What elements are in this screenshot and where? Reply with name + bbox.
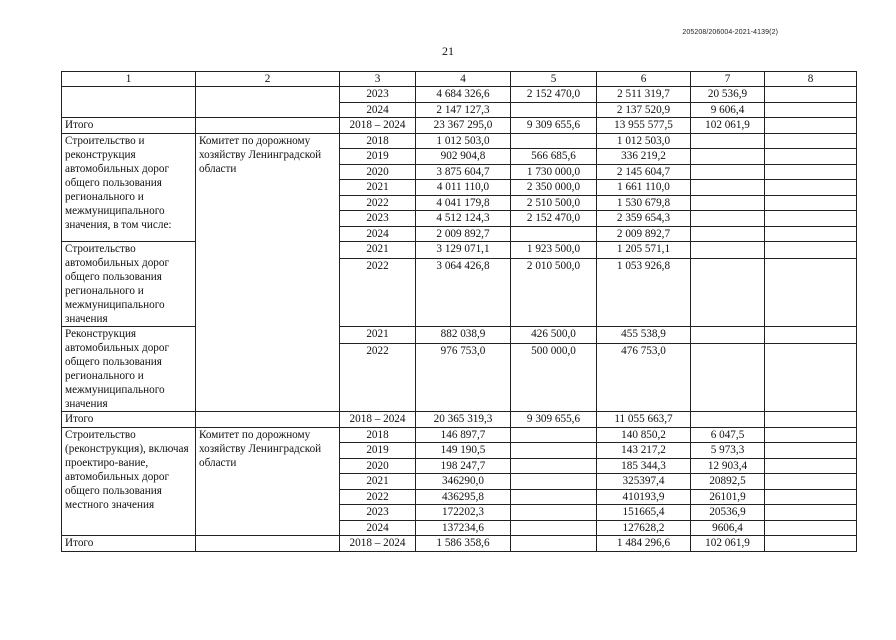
table-row [62,427,857,443]
column-header: 6 [597,72,691,87]
regional-cell: 336 219,2 [597,149,691,165]
local-cell: 20 536,9 [691,87,765,103]
column-header: 4 [416,72,511,87]
local-cell: 20536,9 [691,505,765,521]
federal-cell [511,427,597,443]
total-cell: 346290,0 [416,474,511,490]
year-cell: 2020 [340,164,416,180]
regional-cell: 2 359 654,3 [597,211,691,227]
local-cell: 12 903,4 [691,458,765,474]
regional-cell: 325397,4 [597,474,691,490]
regional-cell: 11 055 663,7 [597,412,691,428]
executor-cell [196,118,340,134]
executor-cell [196,412,340,428]
table-row [62,133,857,149]
regional-cell: 2 511 319,7 [597,87,691,103]
executor-cell [196,536,340,552]
table-row [62,242,857,259]
year-cell: 2019 [340,443,416,459]
table-row [62,327,857,344]
total-cell: 4 011 110,0 [416,180,511,196]
year-cell: 2023 [340,87,416,103]
federal-cell [511,474,597,490]
budget-table [61,71,857,552]
year-cell: 2018 – 2024 [340,536,416,552]
year-cell: 2023 [340,211,416,227]
local-cell: 9 606,4 [691,102,765,118]
total-cell: 2 147 127,3 [416,102,511,118]
regional-cell: 2 145 604,7 [597,164,691,180]
local-cell [691,259,765,327]
regional-cell: 185 344,3 [597,458,691,474]
other-cell [765,102,857,118]
regional-cell: 1 205 571,1 [597,242,691,259]
column-header: 1 [62,72,196,87]
executor-name: Комитет по дорожному хозяйству Ленинградской области [196,133,340,412]
total-label: Итого [62,536,196,552]
total-cell: 137234,6 [416,520,511,536]
total-cell: 2 009 892,7 [416,226,511,242]
column-header: 5 [511,72,597,87]
measure-name: Реконструкция автомобильных дорог общего пользования регионального и межмуниципального значения [62,327,196,412]
year-cell: 2024 [340,520,416,536]
local-cell [691,149,765,165]
local-cell [691,180,765,196]
regional-cell: 13 955 577,5 [597,118,691,134]
other-cell [765,180,857,196]
year-cell: 2021 [340,474,416,490]
total-row [62,118,857,134]
regional-cell: 2 009 892,7 [597,226,691,242]
year-cell: 2019 [340,149,416,165]
regional-cell: 410193,9 [597,489,691,505]
total-cell: 20 365 319,3 [416,412,511,428]
federal-cell [511,505,597,521]
local-cell: 102 061,9 [691,536,765,552]
federal-cell: 566 685,6 [511,149,597,165]
measure-name: Строительство (реконструкция), включая проектиро-вание, автомобильных дорог общего пользования местного значения [62,427,196,536]
other-cell [765,344,857,412]
other-cell [765,133,857,149]
total-row [62,536,857,552]
header-row [62,72,857,87]
regional-cell: 1 530 679,8 [597,195,691,211]
other-cell [765,505,857,521]
other-cell [765,327,857,344]
total-cell: 4 684 326,6 [416,87,511,103]
regional-cell: 127628,2 [597,520,691,536]
regional-cell: 476 753,0 [597,344,691,412]
regional-cell: 1 053 926,8 [597,259,691,327]
other-cell [765,118,857,134]
total-cell: 172202,3 [416,505,511,521]
federal-cell: 2 010 500,0 [511,259,597,327]
total-cell: 23 367 295,0 [416,118,511,134]
total-cell: 1 586 358,6 [416,536,511,552]
other-cell [765,149,857,165]
year-cell: 2023 [340,505,416,521]
federal-cell [511,102,597,118]
local-cell [691,226,765,242]
total-label: Итого [62,118,196,134]
total-label: Итого [62,412,196,428]
other-cell [765,164,857,180]
federal-cell [511,458,597,474]
local-cell [691,412,765,428]
column-header: 8 [765,72,857,87]
total-cell: 882 038,9 [416,327,511,344]
column-header: 7 [691,72,765,87]
document-id: 205208/206004-2021-4139(2) [682,29,778,36]
federal-cell: 2 152 470,0 [511,87,597,103]
federal-cell: 500 000,0 [511,344,597,412]
year-cell: 2024 [340,102,416,118]
other-cell [765,412,857,428]
total-cell: 976 753,0 [416,344,511,412]
year-cell: 2020 [340,458,416,474]
column-header: 2 [196,72,340,87]
total-row [62,412,857,428]
total-cell: 3 129 071,1 [416,242,511,259]
year-cell: 2022 [340,344,416,412]
local-cell [691,133,765,149]
total-cell: 902 904,8 [416,149,511,165]
local-cell [691,242,765,259]
other-cell [765,474,857,490]
regional-cell: 140 850,2 [597,427,691,443]
local-cell: 20892,5 [691,474,765,490]
local-cell [691,211,765,227]
regional-cell: 1 012 503,0 [597,133,691,149]
measure-name: Строительство и реконструкция автомобильных дорог общего пользования регионального и межмуниципального значения, в том числе: [62,133,196,242]
measure-name: Строительство автомобильных дорог общего пользования регионального и межмуниципального значения [62,242,196,327]
other-cell [765,211,857,227]
year-cell: 2022 [340,195,416,211]
federal-cell [511,443,597,459]
regional-cell: 143 217,2 [597,443,691,459]
total-cell: 4 041 179,8 [416,195,511,211]
local-cell: 26101,9 [691,489,765,505]
regional-cell: 1 661 110,0 [597,180,691,196]
regional-cell: 2 137 520,9 [597,102,691,118]
total-cell: 3 064 426,8 [416,259,511,327]
federal-cell: 2 152 470,0 [511,211,597,227]
federal-cell: 2 510 500,0 [511,195,597,211]
total-cell: 4 512 124,3 [416,211,511,227]
regional-cell: 455 538,9 [597,327,691,344]
other-cell [765,520,857,536]
total-cell: 1 012 503,0 [416,133,511,149]
local-cell [691,195,765,211]
total-cell: 198 247,7 [416,458,511,474]
regional-cell: 1 484 296,6 [597,536,691,552]
other-cell [765,259,857,327]
total-cell: 146 897,7 [416,427,511,443]
federal-cell [511,536,597,552]
local-cell: 102 061,9 [691,118,765,134]
year-cell: 2022 [340,489,416,505]
federal-cell [511,520,597,536]
year-cell: 2018 – 2024 [340,412,416,428]
page-number: 21 [442,44,454,58]
federal-cell [511,226,597,242]
federal-cell: 1 730 000,0 [511,164,597,180]
local-cell [691,344,765,412]
federal-cell: 1 923 500,0 [511,242,597,259]
local-cell: 6 047,5 [691,427,765,443]
other-cell [765,458,857,474]
federal-cell [511,489,597,505]
federal-cell: 2 350 000,0 [511,180,597,196]
year-cell: 2022 [340,259,416,327]
other-cell [765,427,857,443]
executor-cell [196,87,340,118]
local-cell [691,327,765,344]
federal-cell: 9 309 655,6 [511,412,597,428]
other-cell [765,489,857,505]
year-cell: 2024 [340,226,416,242]
total-cell: 3 875 604,7 [416,164,511,180]
name-cell [62,87,196,118]
other-cell [765,536,857,552]
federal-cell [511,133,597,149]
year-cell: 2021 [340,327,416,344]
year-cell: 2021 [340,180,416,196]
total-cell: 436295,8 [416,489,511,505]
federal-cell: 9 309 655,6 [511,118,597,134]
other-cell [765,242,857,259]
year-cell: 2018 [340,427,416,443]
other-cell [765,226,857,242]
local-cell: 9606,4 [691,520,765,536]
year-cell: 2018 – 2024 [340,118,416,134]
total-cell: 149 190,5 [416,443,511,459]
other-cell [765,443,857,459]
other-cell [765,195,857,211]
local-cell: 5 973,3 [691,443,765,459]
column-header: 3 [340,72,416,87]
year-cell: 2021 [340,242,416,259]
local-cell [691,164,765,180]
executor-name: Комитет по дорожному хозяйству Ленинградской области [196,427,340,536]
other-cell [765,87,857,103]
federal-cell: 426 500,0 [511,327,597,344]
regional-cell: 151665,4 [597,505,691,521]
table-row [62,87,857,103]
year-cell: 2018 [340,133,416,149]
